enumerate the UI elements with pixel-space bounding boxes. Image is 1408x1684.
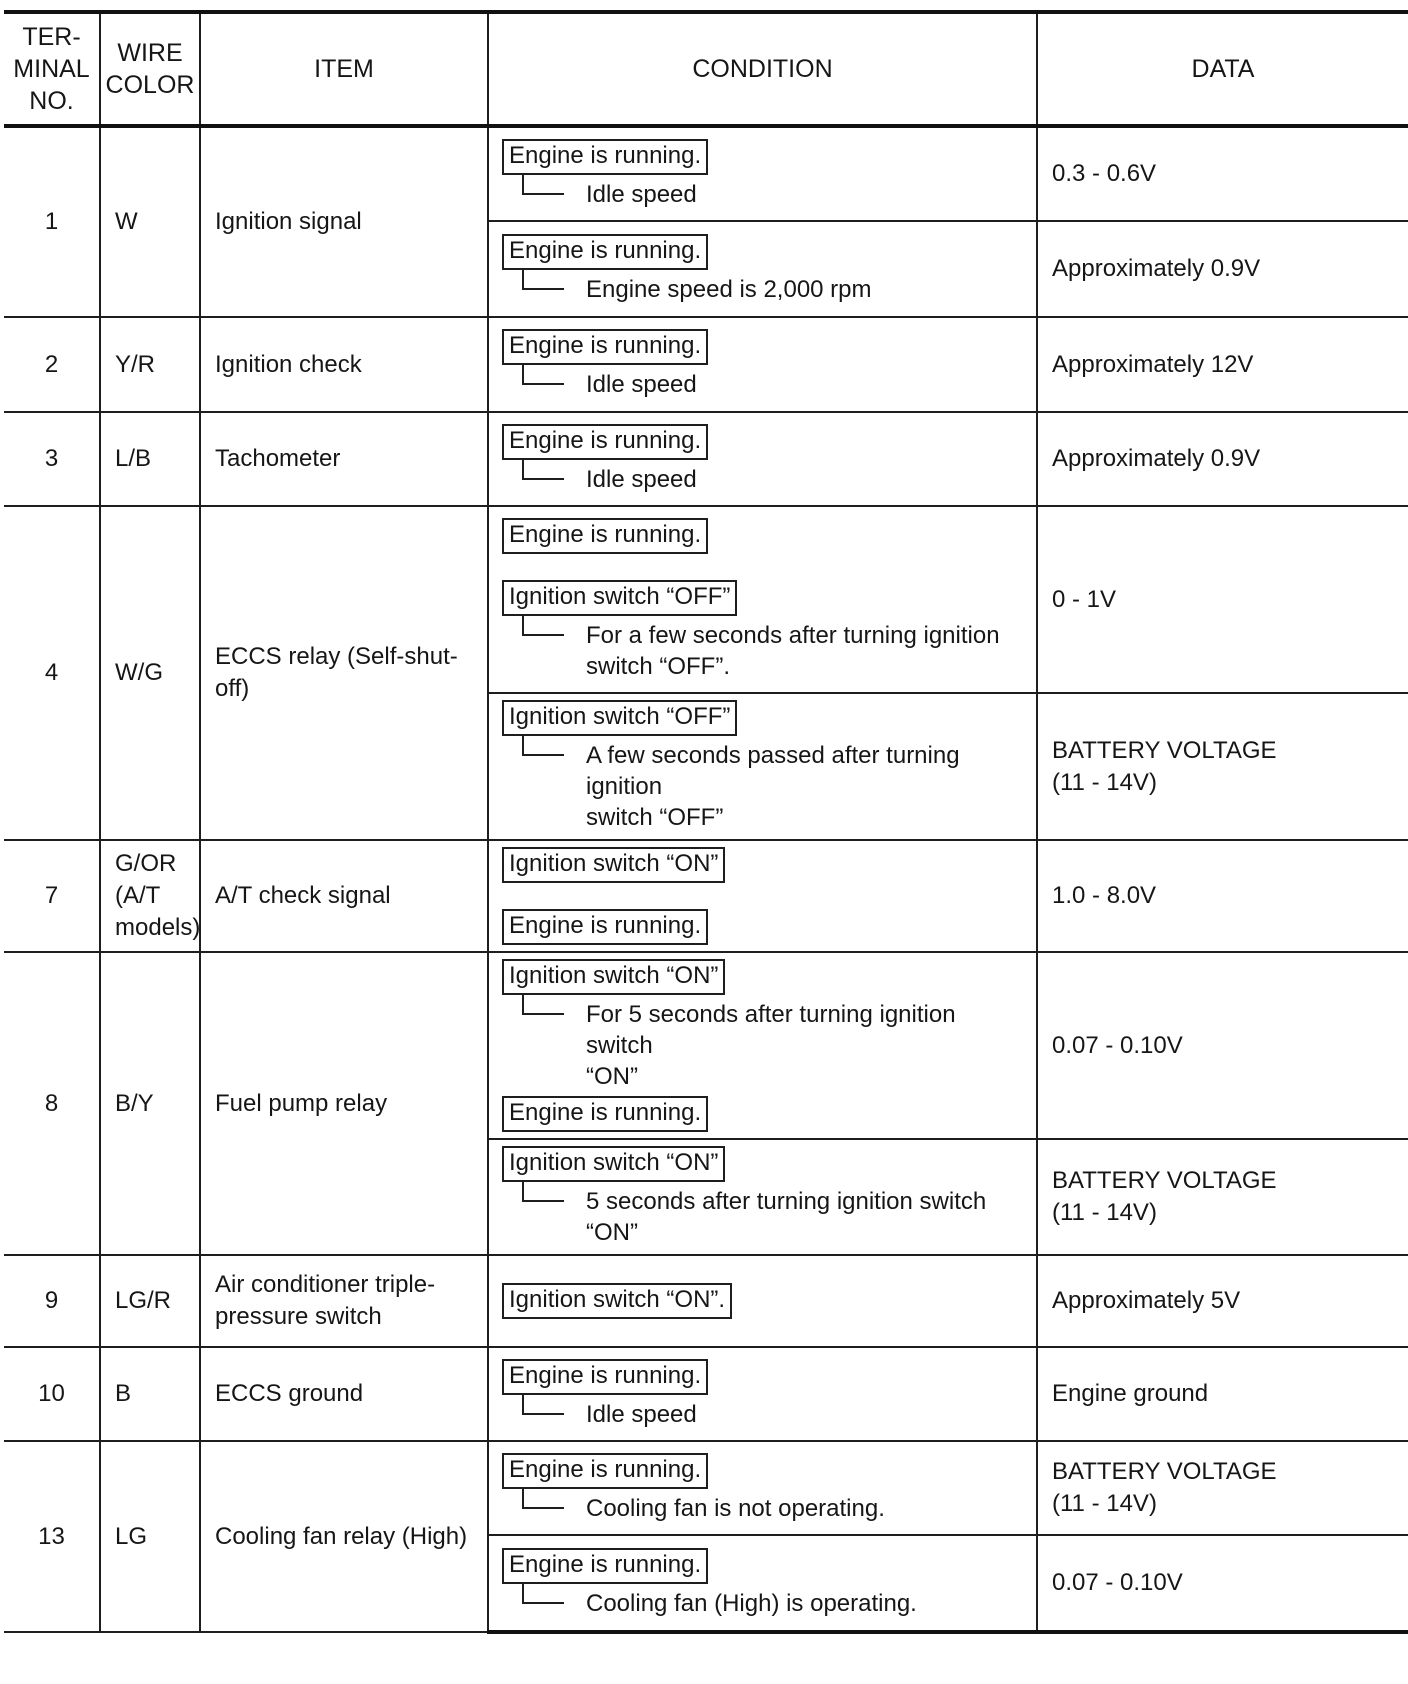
terminal-number-cell: 1 xyxy=(4,126,100,317)
condition-box: Engine is running. xyxy=(502,1359,708,1395)
condition-box: Engine is running. xyxy=(502,1548,708,1584)
terminal-no-header: TER- MINAL NO. xyxy=(4,12,100,126)
condition-box: Engine is running. xyxy=(502,329,708,365)
data-value-cell: 0.07 - 0.10V xyxy=(1037,1535,1408,1632)
condition-cell xyxy=(488,126,1037,221)
condition-line xyxy=(522,999,1028,1092)
terminal-number-cell: 8 xyxy=(4,952,100,1255)
table-row xyxy=(4,126,1408,221)
branch-connector-icon xyxy=(522,363,564,385)
condition-cell xyxy=(488,840,1037,952)
table-row xyxy=(4,840,1408,952)
condition-cell xyxy=(488,693,1037,840)
data-value-cell: BATTERY VOLTAGE (11 - 14V) xyxy=(1037,1441,1408,1535)
table-row xyxy=(4,1441,1408,1535)
item-cell: Ignition check xyxy=(200,317,488,412)
data-value-cell: 0.3 - 0.6V xyxy=(1037,126,1408,221)
condition-line xyxy=(502,139,1028,175)
condition-line xyxy=(502,1453,1028,1489)
terminal-number-cell: 2 xyxy=(4,317,100,412)
terminal-number-cell: 3 xyxy=(4,412,100,506)
branch-connector-icon xyxy=(522,268,564,290)
condition-line xyxy=(502,580,1028,616)
wire-color-cell: LG xyxy=(100,1441,200,1632)
terminal-number-cell: 10 xyxy=(4,1347,100,1441)
condition-cell xyxy=(488,1255,1037,1347)
wire-color-header: WIRE COLOR xyxy=(100,12,200,126)
item-cell: Tachometer xyxy=(200,412,488,506)
table-body xyxy=(4,126,1408,1632)
condition-detail: Idle speed xyxy=(586,465,697,493)
condition-box: Ignition switch “ON” xyxy=(502,847,725,883)
table-row xyxy=(4,317,1408,412)
terminal-number-cell: 9 xyxy=(4,1255,100,1347)
terminal-reference-sheet xyxy=(4,10,1408,1634)
condition-cell xyxy=(488,221,1037,317)
condition-box: Ignition switch “OFF” xyxy=(502,580,737,616)
table-row xyxy=(4,412,1408,506)
item-cell: Cooling fan relay (High) xyxy=(200,1441,488,1632)
condition-line xyxy=(522,464,1028,495)
item-cell: Fuel pump relay xyxy=(200,952,488,1255)
condition-box: Engine is running. xyxy=(502,518,708,554)
terminal-number-cell: 4 xyxy=(4,506,100,840)
branch-connector-icon xyxy=(522,1180,564,1202)
condition-detail: A few seconds passed after turning ignition switch “OFF” xyxy=(586,742,960,831)
item-header: ITEM xyxy=(200,12,488,126)
wire-color-cell: G/OR (A/T models) xyxy=(100,840,200,952)
condition-line xyxy=(502,847,1028,883)
branch-connector-icon xyxy=(522,614,564,636)
condition-box: Engine is running. xyxy=(502,424,708,460)
condition-line xyxy=(522,179,1028,210)
condition-line xyxy=(502,1283,1028,1319)
condition-line xyxy=(522,1588,1028,1619)
wire-color-cell: W xyxy=(100,126,200,317)
condition-line xyxy=(502,959,1028,995)
condition-detail: For 5 seconds after turning ignition switch “ON” xyxy=(586,1001,956,1090)
wire-color-cell: B/Y xyxy=(100,952,200,1255)
condition-detail: Cooling fan (High) is operating. xyxy=(586,1589,917,1617)
condition-cell xyxy=(488,1347,1037,1441)
condition-box: Ignition switch “OFF” xyxy=(502,700,737,736)
condition-detail: Idle speed xyxy=(586,371,697,398)
condition-line xyxy=(522,740,1028,833)
wire-color-cell: W/G xyxy=(100,506,200,840)
condition-line xyxy=(502,424,1028,460)
condition-line xyxy=(502,909,1028,945)
branch-connector-icon xyxy=(522,1393,564,1415)
condition-line xyxy=(502,1548,1028,1584)
data-value-cell: BATTERY VOLTAGE (11 - 14V) xyxy=(1037,693,1408,840)
condition-line xyxy=(522,620,1028,682)
condition-line xyxy=(522,1399,1028,1430)
branch-connector-icon xyxy=(522,1487,564,1509)
condition-detail: Cooling fan is not operating. xyxy=(586,1494,885,1522)
terminal-number-cell: 7 xyxy=(4,840,100,952)
condition-cell xyxy=(488,412,1037,506)
branch-connector-icon xyxy=(522,993,564,1015)
branch-connector-icon xyxy=(522,458,564,480)
wire-color-cell: Y/R xyxy=(100,317,200,412)
data-header: DATA xyxy=(1037,12,1408,126)
condition-line xyxy=(502,1359,1028,1395)
terminal-number-cell: 13 xyxy=(4,1441,100,1632)
table-row xyxy=(4,1347,1408,1441)
data-value-cell: Approximately 12V xyxy=(1037,317,1408,412)
condition-detail: Engine speed is 2,000 rpm xyxy=(586,275,872,303)
data-value-cell: Approximately 5V xyxy=(1037,1255,1408,1347)
condition-line xyxy=(502,234,1028,270)
branch-connector-icon xyxy=(522,173,564,195)
wire-color-cell: LG/R xyxy=(100,1255,200,1347)
condition-detail: For a few seconds after turning ignition switch “OFF”. xyxy=(586,621,1000,680)
table-row xyxy=(4,952,1408,1139)
condition-cell xyxy=(488,1139,1037,1255)
condition-box: Ignition switch “ON” xyxy=(502,959,725,995)
data-value-cell: Approximately 0.9V xyxy=(1037,412,1408,506)
condition-line xyxy=(502,700,1028,736)
condition-box: Engine is running. xyxy=(502,139,708,175)
table-header-row xyxy=(4,12,1408,126)
condition-box: Ignition switch “ON” xyxy=(502,1146,725,1182)
condition-box: Engine is running. xyxy=(502,1096,708,1132)
condition-line xyxy=(522,274,1028,305)
condition-box: Engine is running. xyxy=(502,909,708,945)
item-cell: ECCS relay (Self-shut- off) xyxy=(200,506,488,840)
wire-color-cell: B xyxy=(100,1347,200,1441)
data-value-cell: Engine ground xyxy=(1037,1347,1408,1441)
condition-line xyxy=(522,1186,1028,1248)
condition-box: Ignition switch “ON”. xyxy=(502,1283,732,1319)
condition-line xyxy=(502,1096,1028,1132)
condition-cell xyxy=(488,952,1037,1139)
condition-cell xyxy=(488,1441,1037,1535)
condition-detail: Idle speed xyxy=(586,180,697,208)
condition-box: Engine is running. xyxy=(502,1453,708,1489)
branch-connector-icon xyxy=(522,1582,564,1604)
condition-line xyxy=(502,329,1028,365)
data-value-cell: Approximately 0.9V xyxy=(1037,221,1408,317)
item-cell: ECCS ground xyxy=(200,1347,488,1441)
data-value-cell: BATTERY VOLTAGE (11 - 14V) xyxy=(1037,1139,1408,1255)
condition-box: Engine is running. xyxy=(502,234,708,270)
condition-line xyxy=(522,369,1028,400)
table-row xyxy=(4,1255,1408,1347)
condition-detail: Idle speed xyxy=(586,1400,697,1428)
item-cell: Air conditioner triple- pressure switch xyxy=(200,1255,488,1347)
condition-cell xyxy=(488,506,1037,693)
condition-line xyxy=(502,1146,1028,1182)
data-value-cell: 1.0 - 8.0V xyxy=(1037,840,1408,952)
condition-cell xyxy=(488,317,1037,412)
table-row xyxy=(4,506,1408,693)
item-cell: Ignition signal xyxy=(200,126,488,317)
branch-connector-icon xyxy=(522,734,564,756)
condition-line xyxy=(502,518,1028,554)
data-value-cell: 0.07 - 0.10V xyxy=(1037,952,1408,1139)
condition-line xyxy=(522,1493,1028,1524)
condition-header: CONDITION xyxy=(488,12,1037,126)
terminal-data-table xyxy=(4,10,1408,1634)
condition-detail: 5 seconds after turning ignition switch “ON” xyxy=(586,1188,987,1246)
item-cell: A/T check signal xyxy=(200,840,488,952)
condition-cell xyxy=(488,1535,1037,1632)
wire-color-cell: L/B xyxy=(100,412,200,506)
data-value-cell: 0 - 1V xyxy=(1037,506,1408,693)
